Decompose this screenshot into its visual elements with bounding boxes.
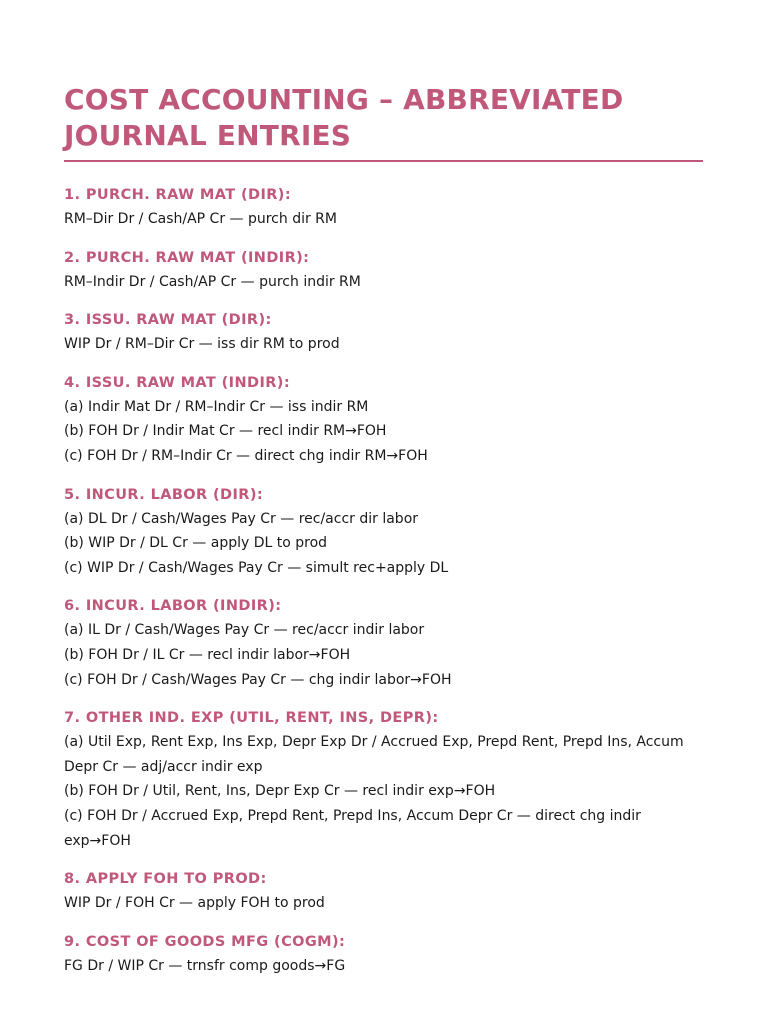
section-heading: 2. PURCH. RAW MAT (INDIR): (64, 249, 310, 266)
journal-entry-line: (a) DL Dr / Cash/Wages Pay Cr — rec/accr dir labor (64, 510, 419, 527)
journal-entry-line: (b) FOH Dr / Util, Rent, Ins, Depr Exp Cr — recl indir exp→FOH (64, 783, 496, 800)
section-heading: 4. ISSU. RAW MAT (INDIR): (64, 374, 291, 391)
journal-entry-line: (a) Util Exp, Rent Exp, Ins Exp, Depr Exp Dr / Accrued Exp, Prepd Rent, Prepd Ins, Accum Depr Cr — adj/accr indir exp (64, 734, 684, 775)
section-heading: 8. APPLY FOH TO PROD: (64, 871, 267, 888)
entry-section (64, 308, 704, 357)
title-divider (64, 160, 703, 162)
title-line-2: JOURNAL ENTRIES (64, 119, 352, 152)
journal-entry-line: (a) IL Dr / Cash/Wages Pay Cr — rec/accr indir labor (64, 622, 425, 639)
title-line-1: COST ACCOUNTING – ABBREVIATED (64, 83, 624, 116)
entry-section (64, 371, 704, 469)
entry-section (64, 867, 704, 916)
journal-entry-line: (b) FOH Dr / Indir Mat Cr — recl indir RM→FOH (64, 423, 387, 440)
journal-entry-line: (b) WIP Dr / DL Cr — apply DL to prod (64, 535, 328, 552)
page-title (64, 82, 704, 154)
journal-entry-line: RM–Dir Dr / Cash/AP Cr — purch dir RM (64, 211, 337, 227)
journal-entry-line: (c) WIP Dr / Cash/Wages Pay Cr — simult rec+apply DL (64, 559, 449, 576)
journal-entry-line: (a) Indir Mat Dr / RM–Indir Cr — iss indir RM (64, 398, 369, 415)
journal-entry-line: (c) FOH Dr / Accrued Exp, Prepd Rent, Prepd Ins, Accum Depr Cr — direct chg indir exp→FOH (64, 807, 641, 849)
section-heading: 7. OTHER IND. EXP (UTIL, RENT, INS, DEPR): (64, 710, 439, 727)
journal-entry-line: RM–Indir Dr / Cash/AP Cr — purch indir RM (64, 273, 361, 290)
journal-entry-line: (c) FOH Dr / Cash/Wages Pay Cr — chg indir labor→FOH (64, 671, 452, 688)
entry-section (64, 483, 704, 581)
entries-list (64, 183, 704, 978)
entry-section (64, 183, 704, 232)
section-heading: 1. PURCH. RAW MAT (DIR): (64, 187, 292, 203)
journal-entry-line: WIP Dr / FOH Cr — apply FOH to prod (64, 895, 325, 912)
section-heading: 3. ISSU. RAW MAT (DIR): (64, 312, 272, 329)
journal-entry-line: WIP Dr / RM–Dir Cr — iss dir RM to prod (64, 336, 340, 353)
section-heading: 5. INCUR. LABOR (DIR): (64, 486, 264, 503)
entry-section (64, 594, 704, 692)
section-heading: 9. COST OF GOODS MFG (COGM): (64, 933, 346, 950)
entry-section (64, 706, 704, 853)
journal-entry-line: (c) FOH Dr / RM–Indir Cr — direct chg indir RM→FOH (64, 447, 428, 464)
entry-section (64, 246, 704, 295)
journal-entry-line: FG Dr / WIP Cr — trnsfr comp goods→FG (64, 957, 346, 974)
journal-entry-line: (b) FOH Dr / IL Cr — recl indir labor→FOH (64, 646, 351, 663)
section-heading: 6. INCUR. LABOR (INDIR): (64, 598, 282, 615)
entry-section (64, 930, 704, 979)
